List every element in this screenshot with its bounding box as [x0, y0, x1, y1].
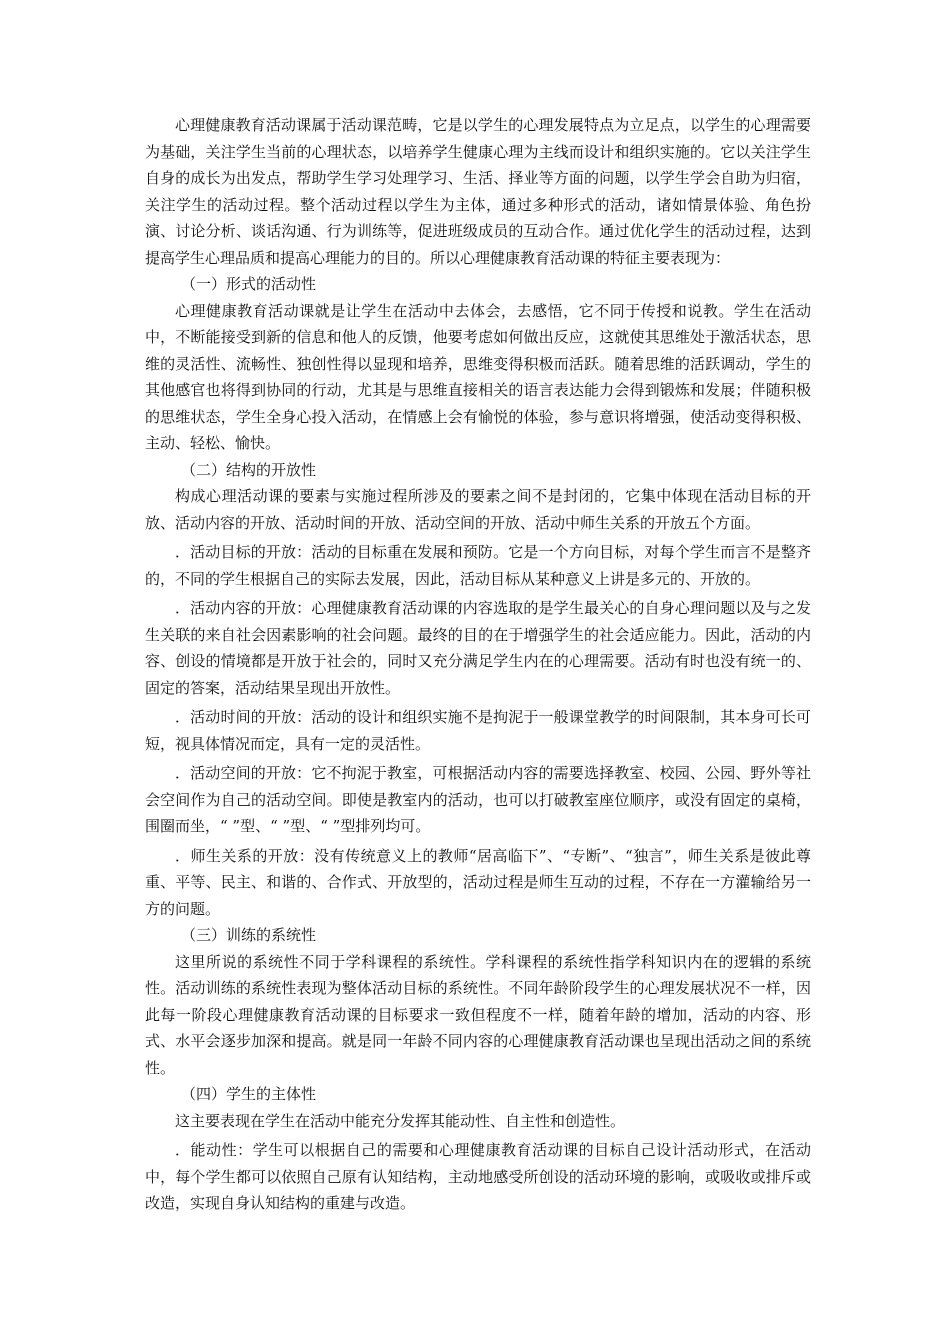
- section-2-item-relationship: ．师生关系的开放：没有传统意义上的教师“居高临下”、“专断”、“独言”，师生关系是彼此尊重、平等、民主、和谐的、合作式、开放型的，活动过程是师生互动的过程，不存在一方灌输给另一方的问题。: [145, 846, 811, 918]
- section-3-paragraph: 这里所说的系统性不同于学科课程的系统性。学科课程的系统性指学科知识内在的逻辑的系统性。活动训练的系统性表现为整体活动目标的系统性。不同年龄阶段学生的心理发展状况不一样，因此每一阶段心理健康教育活动课的目标要求一致但程度不一样，随着年龄的增加，活动的内容、形式、水平会逐步加深和提高。就是同一年龄不同内容的心理健康教育活动课也呈现出活动之间的系统性。: [145, 952, 811, 1077]
- intro-paragraph: 心理健康教育活动课属于活动课范畴，它是以学生的心理发展特点为立足点，以学生的心理需要为基础，关注学生当前的心理状态，以培养学生健康心理为主线而设计和组织实施的。它以关注学生自身的成长为出发点，帮助学生学习处理学习、生活、择业等方面的问题，以学生学会自助为归宿，关注学生的活动过程。整个活动过程以学生为主体，通过多种形式的活动，诸如情景体验、角色扮演、讨论分析、谈话沟通、行为训练等，促进班级成员的互动合作。通过优化学生的活动过程，达到提高学生心理品质和提高心理能力的目的。所以心理健康教育活动课的特征主要表现为：: [145, 116, 811, 267]
- section-2-heading: （二）结构的开放性: [181, 460, 317, 479]
- section-4-item-initiative: ．能动性：学生可以根据自己的需要和心理健康教育活动课的目标自己设计活动形式，在活动中，每个学生都可以依照自己原有认知结构，主动地感受所创设的活动环境的影响，或吸收或排斥或改造，实现自身认知结构的重建与改造。: [145, 1141, 811, 1212]
- section-2-paragraph: 构成心理活动课的要素与实施过程所涉及的要素之间不是封闭的，它集中体现在活动目标的开放、活动内容的开放、活动时间的开放、活动空间的开放、活动中师生关系的开放五个方面。: [145, 487, 811, 532]
- section-2-item-content: ．活动内容的开放：心理健康教育活动课的内容选取的是学生最关心的自身心理问题以及与之发生关联的来自社会因素影响的社会问题。最终的目的在于增强学生的社会适应能力。因此，活动的内容、创设的情境都是开放于社会的，同时又充分满足学生内在的心理需要。活动有时也没有统一的、固定的答案，活动结果呈现出开放性。: [145, 599, 811, 697]
- section-4-heading: （四）学生的主体性: [181, 1085, 317, 1103]
- section-1-paragraph: 心理健康教育活动课就是让学生在活动中去体会，去感悟，它不同于传授和说教。学生在活动中，不断能接受到新的信息和他人的反馈，他要考虑如何做出反应，这就使其思维处于激活状态，思维的灵活性、流畅性、独创性得以显现和培养，思维变得积极而活跃。随着思维的活跃调动，学生的其他感官也将得到协同的行动，尤其是与思维直接相关的语言表达能力会得到锻炼和发展；伴随积极的思维状态，学生全身心投入活动，在情感上会有愉悦的体验，参与意识将增强，使活动变得积极、主动、轻松、愉快。: [145, 301, 811, 452]
- section-1-heading: （一）形式的活动性: [181, 275, 317, 293]
- section-4-paragraph: 这主要表现在学生在活动中能充分发挥其能动性、自主性和创造性。: [175, 1111, 626, 1130]
- document-body: [145, 112, 811, 1217]
- section-2-item-space: ．活动空间的开放：它不拘泥于教室，可根据活动内容的需要选择教室、校园、公园、野外等社会空间作为自己的活动空间。即使是教室内的活动，也可以打破教室座位顺序，或没有固定的桌椅，围圈而坐，“ ”型、“ ”型、“ ”型排列均可。: [145, 764, 811, 835]
- section-2-item-time: ．活动时间的开放：活动的设计和组织实施不是拘泥于一般课堂教学的时间限制，其本身可长可短，视具体情况而定，具有一定的灵活性。: [145, 708, 811, 753]
- section-2-item-goal: ．活动目标的开放：活动的目标重在发展和预防。它是一个方向目标，对每个学生而言不是整齐的，不同的学生根据自己的实际去发展，因此，活动目标从某种意义上讲是多元的、开放的。: [145, 543, 811, 588]
- section-3-heading: （三）训练的系统性: [181, 926, 317, 944]
